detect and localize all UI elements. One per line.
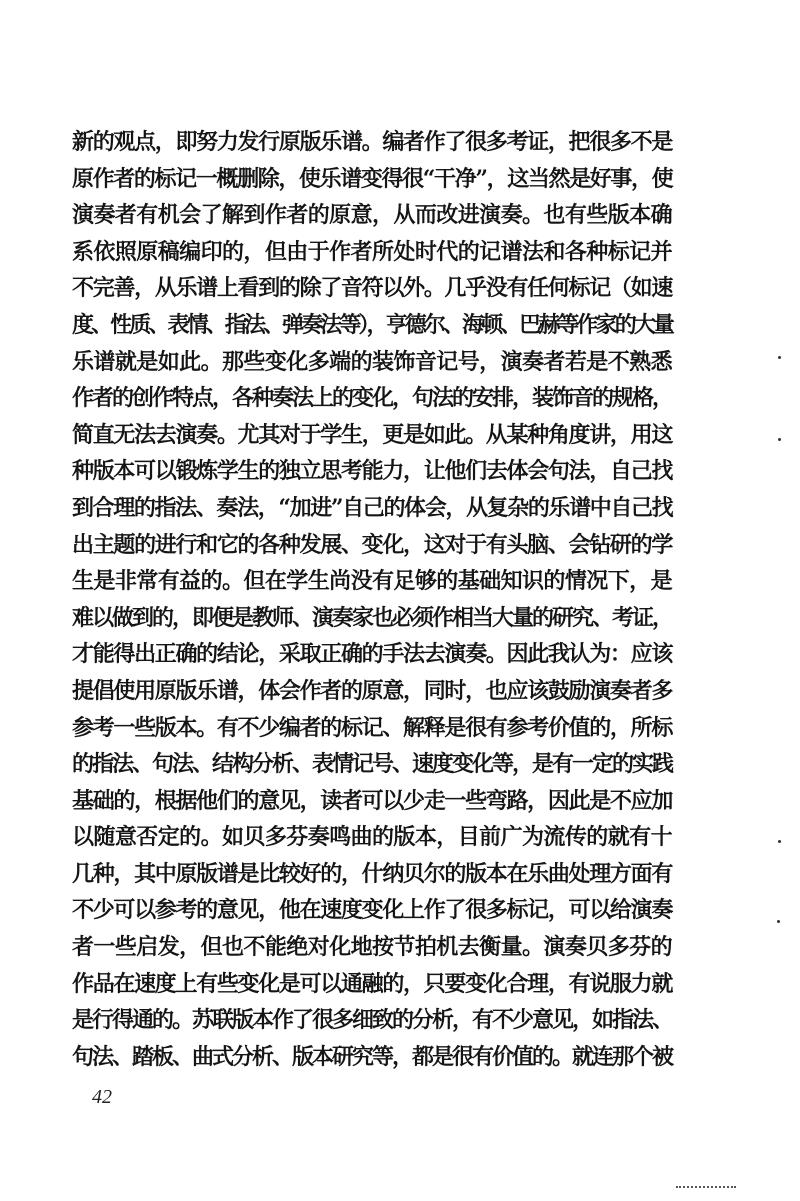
page-number: 42 (92, 1086, 112, 1108)
text-line: 提倡使用原版乐谱，体会作者的原意，同时，也应该鼓励演奏者多 (72, 677, 673, 704)
scan-speck (778, 438, 781, 441)
scan-speck (778, 840, 781, 843)
text-line: 到合理的指法、奏法，“加进”自己的体会，从复杂的乐谱中自己找 (72, 494, 673, 521)
text-line: 不完善，从乐谱上看到的除了音符以外。几乎没有任何标记（如速 (72, 275, 673, 302)
text-line: 才能得出正确的结论，采取正确的手法去演奏。因此我认为：应该 (72, 641, 673, 668)
text-line: 简直无法去演奏。尤其对于学生，更是如此。从某种角度讲，用这 (72, 421, 673, 448)
text-line: 不少可以参考的意见，他在速度变化上作了很多标记，可以给演奏 (72, 897, 673, 924)
text-line: 系依照原稿编印的，但由于作者所处时代的记谱法和各种标记并 (72, 238, 673, 265)
text-line: 新的观点，即努力发行原版乐谱。编者作了很多考证，把很多不是 (72, 129, 673, 155)
text-line: 难以做到的，即便是教师、演奏家也必须作相当大量的研究、考证， (72, 604, 673, 631)
text-line: 者一些启发，但也不能绝对化地按节拍机去衡量。演奏贝多芬的 (72, 934, 673, 961)
text-line: 原作者的标记一概删除，使乐谱变得很“干净”，这当然是好事，使 (72, 165, 673, 192)
text-line: 种版本可以锻炼学生的独立思考能力，让他们去体会句法，自己找 (72, 458, 673, 485)
text-line: 生是非常有益的。但在学生尚没有足够的基础知识的情况下，是 (72, 568, 673, 595)
text-line: 几种，其中原版谱是比较好的，什纳贝尔的版本在乐曲处理方面有 (72, 860, 673, 887)
text-line: 出主题的进行和它的各种发展、变化，这对于有头脑、会钻研的学 (72, 531, 673, 558)
text-line: 是行得通的。苏联版本作了很多细致的分析，有不少意见，如指法、 (72, 1007, 673, 1034)
text-line: 作者的创作特点，各种奏法上的变化，句法的安排，装饰音的规格， (72, 385, 673, 412)
text-line: 句法、踏板、曲式分析、版本研究等，都是很有价值的。就连那个被 (72, 1043, 673, 1070)
text-line: 度、性质、表情、指法、弹奏法等），亨德尔、海顿、巴赫等作家的大量 (72, 311, 673, 338)
scan-speck (777, 920, 780, 923)
text-line: 的指法、句法、结构分析、表情记号、速度变化等，是有一定的实践 (72, 751, 673, 778)
text-line: 基础的，根据他们的意见，读者可以少走一些弯路，因此是不应加 (72, 787, 673, 814)
text-line: 演奏者有机会了解到作者的原意，从而改进演奏。也有些版本确 (72, 202, 673, 229)
body-text (72, 124, 672, 1075)
text-line: 以随意否定的。如贝多芬奏鸣曲的版本，目前广为流传的就有十 (72, 824, 673, 851)
scan-mark (676, 1186, 736, 1190)
text-line: 作品在速度上有些变化是可以通融的，只要变化合理，有说服力就 (72, 970, 673, 997)
scan-speck (778, 356, 781, 359)
text-line: 乐谱就是如此。那些变化多端的装饰音记号，演奏者若是不熟悉 (72, 348, 673, 375)
text-line: 参考一些版本。有不少编者的标记、解释是很有参考价值的，所标 (72, 714, 673, 741)
